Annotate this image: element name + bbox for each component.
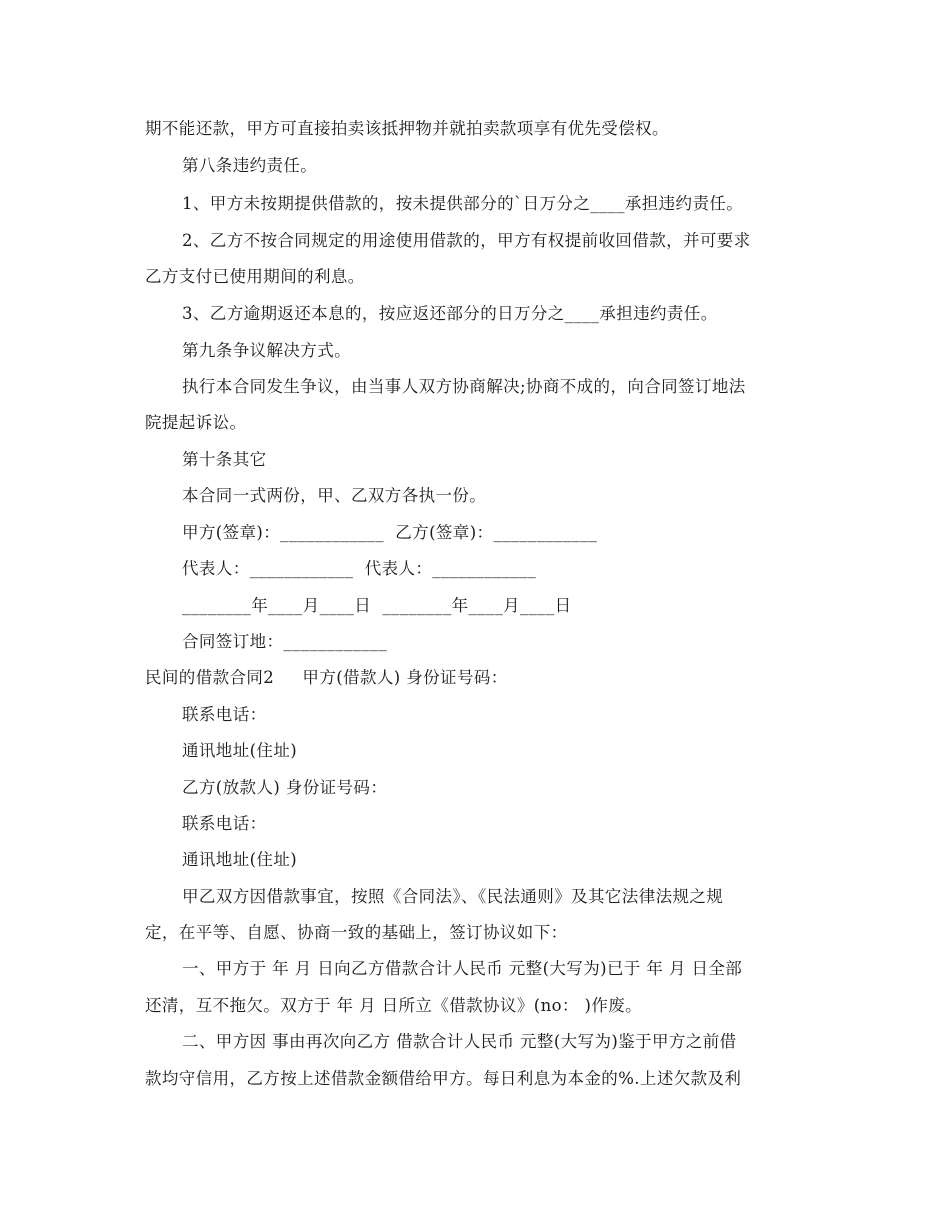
signing-place-line: 合同签订地：____________: [182, 632, 388, 651]
date-line: ________年____月____日 ________年____月____日: [182, 596, 572, 615]
text-line: 定，在平等、自愿、协商一致的基础上，签订协议如下：: [145, 923, 568, 942]
text-line: 通讯地址(住址): [182, 850, 298, 869]
text-line: 还清，互不拖欠。双方于 年 月 日所立《借款协议》(no： )作废。: [145, 996, 643, 1015]
contract-title-line: 民间的借款合同2 甲方(借款人) 身份证号码：: [145, 668, 508, 687]
representative-line: 代表人：____________ 代表人：____________: [182, 559, 537, 578]
text-line: 甲乙双方因借款事宜，按照《合同法》、《民法通则》及其它法律法规之规: [182, 887, 724, 906]
text-line: 一、甲方于 年 月 日向乙方借款合计人民币 元整(大写为)已于 年 月 日全部: [182, 959, 743, 978]
text-line: 通讯地址(住址): [182, 741, 298, 760]
text-line: 款均守信用，乙方按上述借款金额借给甲方。每日利息为本金的%.上述欠款及利: [145, 1069, 742, 1088]
text-line: 2、乙方不按合同规定的用途使用借款的，甲方有权提前收回借款，并可要求: [182, 231, 751, 250]
text-line: 本合同一式两份，甲、乙双方各执一份。: [182, 486, 487, 505]
text-line: 执行本合同发生争议，由当事人双方协商解决;协商不成的，向合同签订地法: [182, 377, 746, 396]
signature-line: 甲方(签章)：____________ 乙方(签章)：____________: [182, 523, 598, 542]
section-heading: 第九条争议解决方式。: [182, 341, 351, 360]
text-line: 1、甲方未按期提供借款的，按未提供部分的`日万分之____承担违约责任。: [182, 194, 744, 213]
text-line: 乙方(放款人) 身份证号码：: [182, 778, 388, 797]
text-line: 院提起诉讼。: [145, 413, 247, 432]
text-line: 期不能还款，甲方可直接拍卖该抵押物并就拍卖款项享有优先受偿权。: [145, 119, 669, 138]
section-heading: 第十条其它: [182, 450, 267, 469]
text-line: 3、乙方逾期返还本息的，按应返还部分的日万分之____承担违约责任。: [182, 304, 718, 323]
section-heading: 第八条违约责任。: [182, 156, 318, 175]
text-line: 乙方支付已使用期间的利息。: [145, 267, 365, 286]
text-line: 二、甲方因 事由再次向乙方 借款合计人民币 元整(大写为)鉴于甲方之前借: [182, 1032, 737, 1051]
text-line: 联系电话：: [182, 814, 267, 833]
text-line: 联系电话：: [182, 705, 267, 724]
